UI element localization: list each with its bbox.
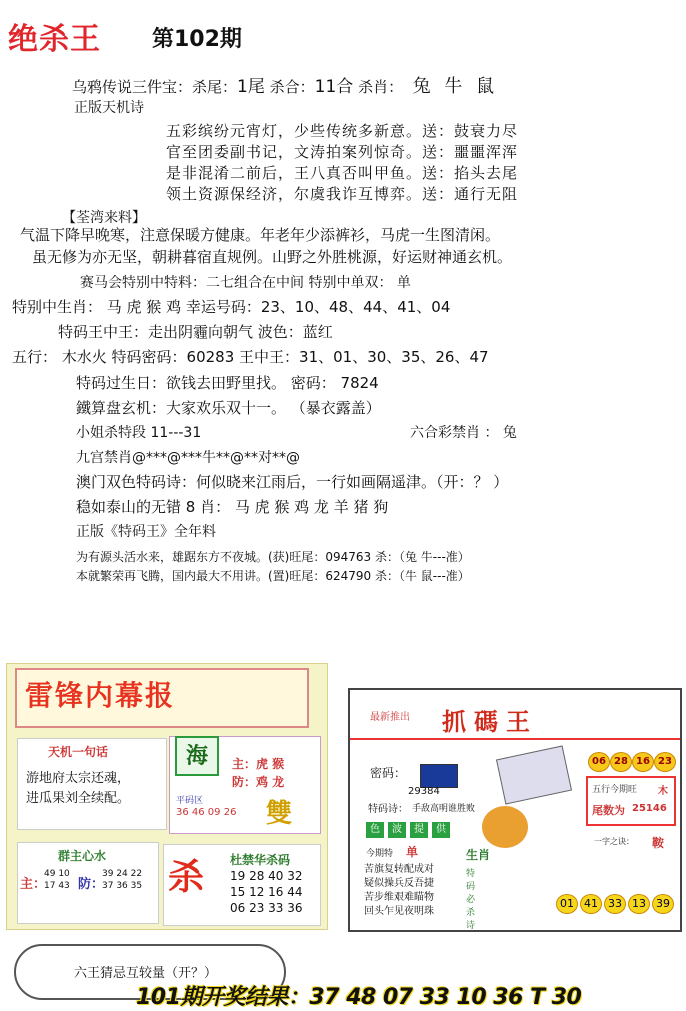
top-ball-2: 28 (610, 752, 632, 772)
color-tag-3: 提 (410, 822, 428, 838)
taiwan-title: 【荃湾来料】 (62, 210, 146, 226)
leifeng-xinshui-box (17, 842, 159, 924)
bottom-ball-4: 13 (628, 894, 650, 914)
color-tag-2: 波 (388, 822, 406, 838)
wuya-tail: 1尾 (237, 77, 265, 97)
zhuamawang-title: 抓碼王 (442, 707, 538, 736)
item-xiaojie: 小姐杀特段 11---31 (76, 425, 202, 441)
item-temawang: 正版《特码王》全年料 (76, 524, 216, 540)
wuya-line (72, 72, 498, 98)
fang-label: 防：鸡 龙 (232, 775, 285, 789)
tianji-line-3: 是非混淆二前后，王八真否叫甲鱼。送：掐头去尾 (166, 164, 519, 182)
item-jiugong: 九宫禁肖@***@***牛**@**对**@ (76, 450, 300, 466)
wuya-animals: 兔 牛 鼠 (412, 76, 499, 97)
tianji-line-2: 官至团委副书记，文涛拍案列惊奇。送：噩噩浑浑 (166, 143, 519, 161)
tianji-label: 天机一句话 (48, 745, 109, 759)
ping-label: 平码区 (176, 796, 204, 806)
tail-value: 25146 (632, 803, 667, 814)
leifeng-poem-1: 游地府太宗还魂， (26, 771, 131, 786)
zhu2-label: 主： (20, 877, 47, 892)
item-wangzhongwang: 特码王中王：走出阴霾向朝气 波色：蓝红 (58, 323, 333, 341)
top-ball-4: 23 (654, 752, 676, 772)
issue-number: 第102期 (152, 27, 242, 52)
zhu-label: 主：虎 猴 (232, 757, 285, 771)
draw-result: 101期开奖结果：37 48 07 33 10 36 T 30 (136, 985, 582, 1010)
five-box (586, 776, 676, 826)
color-tag-4: 供 (432, 822, 450, 838)
hai-glyph: 海 (175, 736, 219, 776)
color-tag-1: 色 (366, 822, 384, 838)
item-wencuo: 稳如泰山的无错 8 肖： 马 虎 猴 鸡 龙 羊 猪 狗 (76, 498, 389, 516)
shengxiao-label: 生肖 (466, 848, 491, 862)
item-suanpan: 鐵算盘玄机：大家欢乐双十一。 （暴衣露盖） (76, 399, 381, 417)
zm-poem-2: 疑似操兵反吾捷 (364, 878, 434, 889)
item-birthday: 特码过生日：欲钱去田野里找。 密码： 7824 (76, 374, 379, 392)
five-label: 五行今期旺 (592, 785, 638, 795)
calculator-icon (496, 745, 572, 804)
leifeng-poem-box (17, 738, 167, 830)
wuya-he-label: 杀合： (269, 78, 315, 96)
qixiao-label: 今期特 (366, 849, 394, 859)
shuang-glyph: 雙 (266, 799, 293, 829)
zm-poem-4: 回头乍见夜明珠 (364, 906, 434, 917)
item-saima: 赛马会特别中特料：二七组合在中间 特别中单双： 单 (80, 275, 411, 291)
bottom-ball-5: 39 (652, 894, 674, 914)
tema-label: 特码诗： (368, 804, 408, 815)
top-ball-1: 06 (588, 752, 610, 772)
nums-d: 37 36 35 (102, 881, 143, 891)
tema-value: 手敌高明谁胜败 (412, 804, 476, 814)
code-label: 密码： (370, 766, 407, 780)
five-value: 木 (658, 786, 668, 797)
fang2-label: 防： (78, 877, 105, 892)
item-jinxiao: 六合彩禁肖 ： 兔 (410, 425, 517, 441)
cloud-text: 六王猜忌互较量（开？） (74, 966, 218, 981)
item-fanrong: 本就繁荣再飞腾，国内最大不用讲。(置)旺尾：624790 杀：（牛 鼠---准） (76, 569, 470, 583)
nums-b: 17 43 (44, 881, 70, 891)
monkey-icon (482, 806, 528, 848)
nums-a: 49 10 (44, 869, 70, 879)
tianji-title: 正版天机诗 (74, 100, 144, 116)
top-ball-3: 16 (632, 752, 654, 772)
zm-poem-1: 苦旗复转配成对 (364, 864, 434, 875)
shajia-nums-3: 06 23 33 36 (230, 901, 303, 915)
item-shengxiao: 特别中生肖： 马 虎 猴 鸡 幸运号码：23、10、48、44、41、04 (12, 298, 451, 316)
nums-c: 39 24 22 (102, 869, 143, 879)
shajia-nums-2: 15 12 16 44 (230, 885, 303, 899)
item-yuantou: 为有源头活水来，雄踞东方不夜城。(获)旺尾：094763 杀：（兔 牛---准） (76, 550, 470, 564)
bottom-ball-2: 41 (580, 894, 602, 914)
item-aomen: 澳门双色特码诗：何似晓来江雨后，一行如画隔遥津。（开：？ ） (76, 473, 509, 491)
tail-label: 尾数为 (592, 804, 625, 817)
wuya-xiao-label: 杀肖： (358, 78, 404, 96)
tianji-line-1: 五彩缤纷元宵灯，少些传统多新意。送：鼓衰力尽 (166, 122, 519, 140)
shajia-nums-1: 19 28 40 32 (230, 869, 303, 883)
qixiao-value: 单 (406, 845, 419, 859)
leifeng-title: 雷锋内幕报 (25, 679, 176, 712)
zm-poem-3: 苦步维艰难瞄物 (364, 892, 434, 903)
bottom-ball-1: 01 (556, 894, 578, 914)
leifeng-shajia-box (163, 844, 321, 926)
item-wuxing: 五行： 木水火 特码密码：60283 王中王：31、01、30、35、26、47 (12, 348, 489, 366)
brand-title: 绝杀王 (8, 22, 101, 57)
taiwan-line-2: 虽无修为亦无坚，朝耕暮宿直规例。山野之外胜桃源，好运财神通玄机。 (32, 248, 513, 266)
zhuamawang-sub: 最新推出 (370, 712, 410, 723)
code-value: 29384 (408, 786, 440, 797)
taiwan-line-1: 气温下降早晚寒，注意保暖方健康。年老年少添裤衫，马虎一生图清闲。 (20, 226, 501, 244)
tianji-line-4: 领土资源保经济，尔虞我诈互博弈。送：通行无阻 (166, 185, 519, 203)
sha-glyph: 杀 (168, 856, 205, 898)
leifeng-panel (6, 663, 328, 930)
logo-icon (420, 764, 458, 788)
xinshui-label: 群主心水 (58, 849, 107, 863)
one-label: 一字之诀： (594, 837, 634, 846)
tema2-label: 特码必杀诗 (466, 869, 476, 931)
one-value: 鞍 (652, 836, 665, 850)
shajia-label: 杜禁华杀码 (230, 853, 291, 867)
leifeng-poem-2: 进瓜果刘全续配。 (26, 791, 131, 806)
wuya-he-value: 11合 (314, 77, 354, 97)
ping-nums: 36 46 09 26 (176, 807, 237, 818)
wuya-prefix: 乌鸦传说三件宝：杀尾： (72, 78, 238, 96)
bottom-ball-3: 33 (604, 894, 626, 914)
